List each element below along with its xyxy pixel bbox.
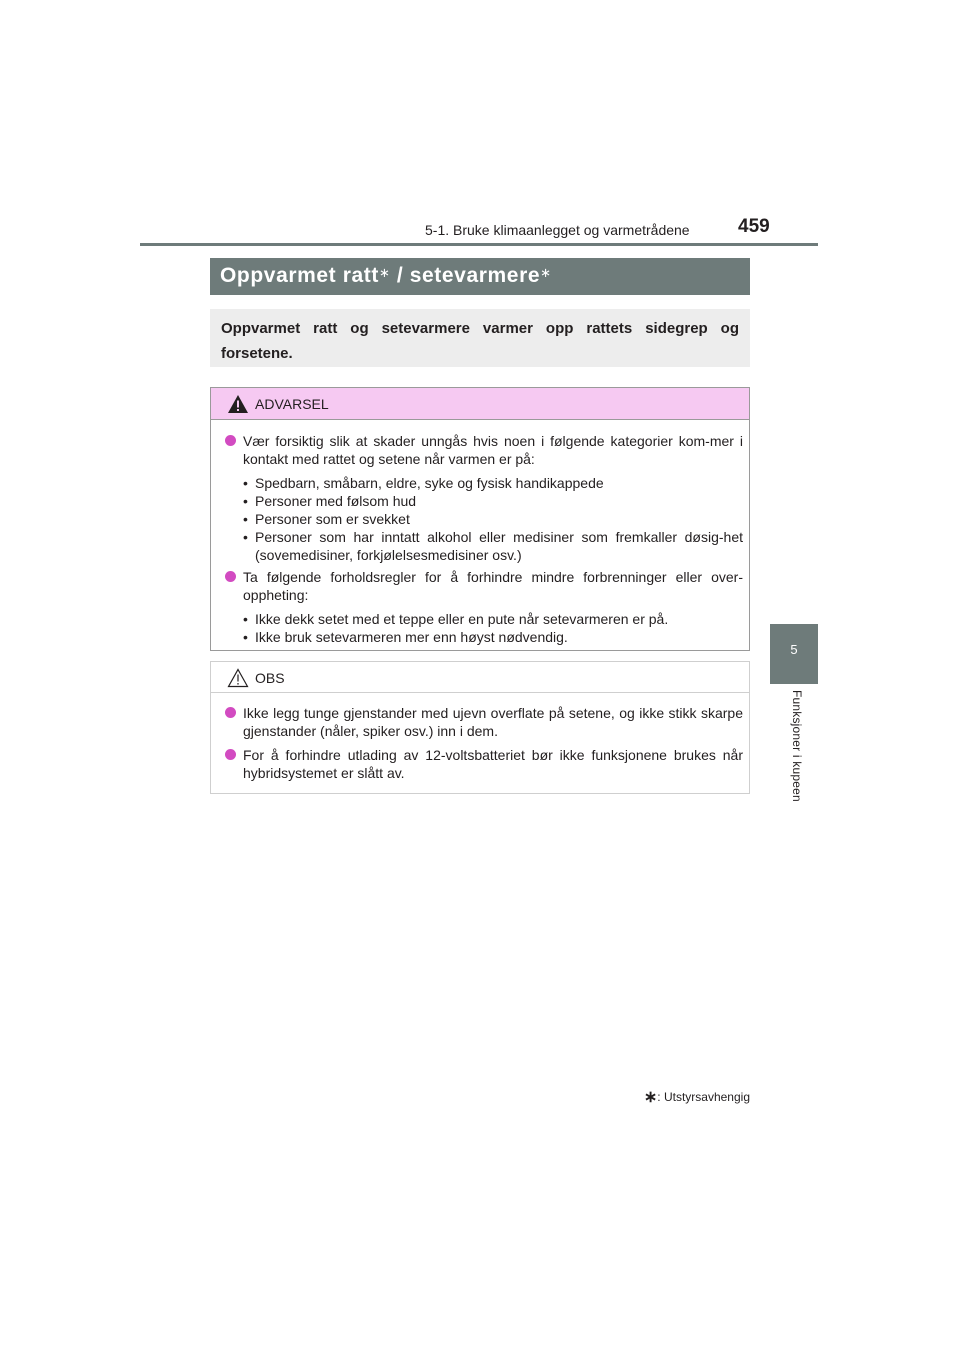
warning-bullet-2: [223, 568, 743, 604]
warning-triangle-outline-icon: [227, 668, 249, 688]
warning-heading: ADVARSEL: [255, 396, 329, 412]
notice-header: [211, 662, 749, 693]
header-rule: [140, 243, 818, 246]
intro-text: Oppvarmet ratt og setevarmere varmer opp rattets sidegrep og forsetene.: [210, 309, 750, 367]
warning-header: [211, 388, 749, 420]
warning-body: [211, 420, 749, 646]
bullet-dot: [225, 749, 236, 760]
bullet-dot: [225, 571, 236, 582]
footnote: [636, 1086, 750, 1106]
warning-bullet-1: [223, 432, 743, 468]
footnote-marker: ∗: [643, 1089, 658, 1106]
list-item-text: Personer som er svekket: [255, 511, 410, 527]
notice-bullet-2-text: For å forhindre utlading av 12-voltsbatteriet bør ikke funksjonene brukes når hybridsystemet er slått av.: [243, 747, 743, 781]
bullet-dot: [225, 435, 236, 446]
list-item-text: Spedbarn, småbarn, eldre, syke og fysisk handikappede: [255, 475, 604, 491]
heading-marker-1: ∗: [378, 265, 391, 280]
heading-marker-2: ∗: [540, 265, 552, 280]
list-item: • Personer med følsom hud: [243, 493, 417, 509]
list-item: • Ikke dekk setet med et teppe eller en pute når setevarmeren er på.: [243, 611, 669, 627]
footnote-text: : Utstyrsavhengig: [657, 1090, 750, 1104]
list-item-text: Personer med følsom hud: [255, 493, 417, 509]
page-number: 459: [738, 216, 770, 237]
notice-bullet-1: [223, 704, 743, 740]
list-item-text: Personer som har inntatt alkohol eller medisiner som fremkaller døsig-het (sovemedisiner, forkjølelsesmedisiner osv.): [255, 529, 743, 563]
heading-part-1: Oppvarmet ratt: [220, 264, 379, 287]
list-item: • Ikke bruk setevarmeren mer enn høyst nødvendig.: [243, 629, 568, 645]
list-item-text: Ikke bruk setevarmeren mer enn høyst nødvendig.: [255, 629, 568, 645]
list-item-text: Ikke dekk setet med et teppe eller en pute når setevarmeren er på.: [255, 611, 669, 627]
warning-bullet-1-list: [223, 474, 743, 564]
warning-bullet-1-text: Vær forsiktig slik at skader unngås hvis noen i følgende kategorier kom-mer i kontakt med rattet og setene når varmen er på:: [243, 433, 743, 467]
warning-bullet-2-text: Ta følgende forholdsregler for å forhindre mindre forbrenninger eller over-oppheting:: [243, 569, 743, 603]
chapter-tab: 5: [770, 624, 818, 684]
chapter-title: Funksjoner i kupeen: [790, 690, 804, 802]
section-title: 5-1. Bruke klimaanlegget og varmetrådene: [425, 222, 690, 238]
heading-separator: /: [390, 264, 410, 287]
notice-body: [211, 693, 749, 782]
notice-heading: OBS: [255, 670, 285, 686]
list-item: • Spedbarn, småbarn, eldre, syke og fysisk handikappede: [243, 475, 604, 491]
notice-bullet-2: [223, 746, 743, 782]
notice-box: [210, 661, 750, 794]
warning-triangle-filled-icon: [227, 394, 249, 414]
notice-bullet-1-text: Ikke legg tunge gjenstander med ujevn overflate på setene, og ikke stikk skarpe gjenstander (nåler, spiker osv.) inn i dem.: [243, 705, 743, 739]
page-heading: [210, 258, 750, 295]
warning-box: [210, 387, 750, 651]
warning-bullet-2-list: [223, 610, 743, 646]
list-item: • Personer som er svekket: [243, 511, 410, 527]
list-item: • Personer som har inntatt alkohol eller medisiner som fremkaller døsig-het (sovemedisiner, forkjølelsesmedisiner osv.): [243, 529, 743, 563]
heading-part-2: setevarmere: [409, 264, 541, 287]
bullet-dot: [225, 707, 236, 718]
